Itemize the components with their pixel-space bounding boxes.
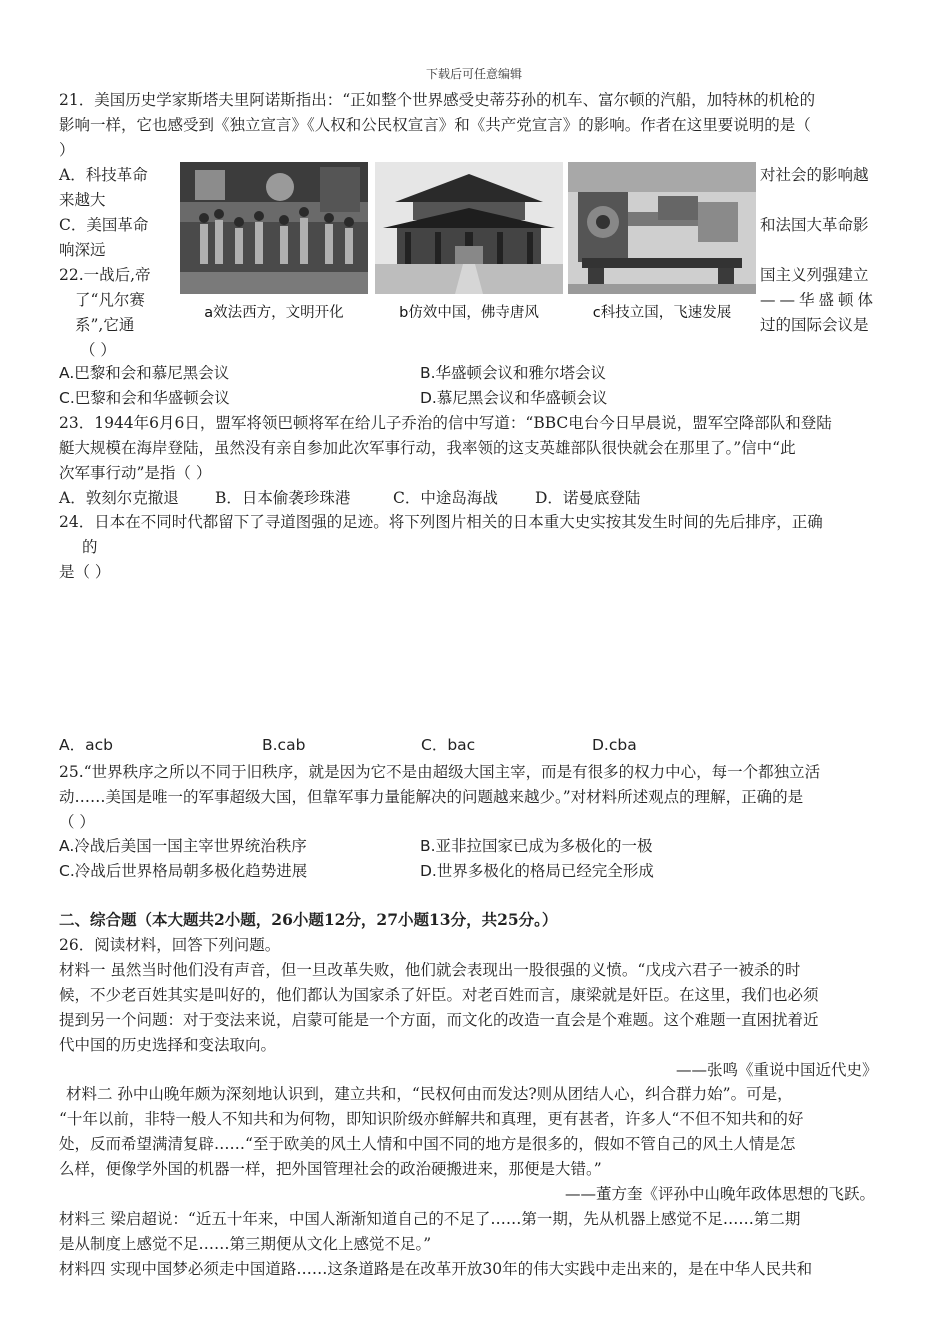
q24-line1: 24．日本在不同时代都留下了寻道图强的足迹。将下列图片相关的日本重大史实按其发生时间的先后排序，正确 — [59, 513, 823, 531]
q22-line2-right: ——华盛顿体 — [760, 291, 878, 309]
q25-option-b: B.亚非拉国家已成为多极化的一极 — [420, 837, 653, 855]
q23-option-a: A．敦刻尔克撤退 — [59, 489, 179, 507]
machine-tool-photo-image — [568, 162, 756, 328]
page-header: 下载后可任意编辑 — [426, 67, 523, 81]
q22-option-b: B.华盛顿会议和雅尔塔会议 — [420, 364, 607, 382]
q25-line3: （ ） — [59, 813, 95, 831]
q23-line1: 23．1944年6月6日，盟军将领巴顿将军在给儿子乔治的信中写道：“BBC电台今日早晨说，盟军空降部队和登陆 — [59, 414, 832, 432]
q26-material1-line4: 代中国的历史选择和变法取向。 — [59, 1036, 277, 1054]
q21-option-c-cont: 响深远 — [59, 241, 106, 259]
q21-option-c: C．美国革命 — [59, 216, 149, 234]
q26-material3-line2: 是从制度上感觉不足……第三期便从文化上感觉不足。” — [59, 1235, 432, 1253]
q26-intro: 26．阅读材料，回答下列问题。 — [59, 936, 281, 954]
q22-line1-left: 22.一战后,帝 — [59, 266, 151, 284]
q26-material2-source: ——董方奎《评孙中山晚年政体思想的飞跃。 — [565, 1185, 876, 1203]
q26-material1-line3: 提到另一个问题：对于变法来说，启蒙可能是一个方面，而文化的改造一直会是个难题。这个难题一直困扰着近 — [59, 1011, 819, 1029]
q24-line3: 是（ ） — [59, 563, 111, 581]
q22-line2-left: 了“凡尔赛 — [75, 291, 145, 309]
q22-line3-right: 过的国际会议是 — [760, 316, 869, 334]
q21-option-c-right: 和法国大革命影 — [760, 216, 869, 234]
q24-option-b: B.cab — [262, 736, 306, 754]
q26-material1-line1: 材料一 虽然当时他们没有声音，但一旦改革失败，他们就会表现出一股很强的义愤。“戊戌六君子一被杀的时 — [59, 961, 801, 979]
q26-material1-source: ——张鸣《重说中国近代史》 — [676, 1061, 878, 1079]
q23-option-b: B．日本偷袭珍珠港 — [215, 489, 351, 507]
q21-option-a-right: 对社会的影响越 — [760, 166, 869, 184]
image-b-caption: b仿效中国，佛寺唐风 — [375, 298, 563, 328]
q26-material2-line2: “十年以前，非特一般人不知共和为何物，即知识阶级亦鲜解共和真理，更有甚者，许多人“不但不知共和的好 — [59, 1110, 804, 1128]
q22-line3-left: 系”,它通 — [75, 316, 135, 334]
q22-line1-right: 国主义列强建立 — [760, 266, 869, 284]
q26-material2-line4: 么样，便像学外国的机器一样，把外国管理社会的政治硬搬进来，那便是大错。” — [59, 1160, 602, 1178]
q26-material4-line1: 材料四 实现中国梦必须走中国道路……这条道路是在改革开放30年的伟大实践中走出来的，是在中华人民共和 — [59, 1260, 813, 1278]
q22-paren: （ ） — [80, 341, 116, 359]
q22-option-d: D.慕尼黑会议和华盛顿会议 — [420, 389, 608, 407]
q21-option-a: A．科技革命 — [59, 166, 148, 184]
q23-option-c: C．中途岛海战 — [393, 489, 498, 507]
q21-line2: 影响一样，它也感受到《独立宣言》《人权和公民权宣言》和《共产党宣言》的影响。作者在这里要说明的是（ — [59, 116, 811, 134]
q25-option-a: A.冷战后美国一国主宰世界统治秩序 — [59, 837, 307, 855]
q24-line2: 的 — [82, 538, 98, 556]
q24-option-d: D.cba — [592, 736, 637, 754]
q25-option-c: C.冷战后世界格局朝多极化趋势进展 — [59, 862, 308, 880]
image-a-caption: a效法西方，文明开化 — [180, 298, 368, 328]
image-c-caption: c科技立国，飞速发展 — [568, 298, 756, 328]
q21-option-a-cont: 来越大 — [59, 191, 106, 209]
q26-material3-line1: 材料三 梁启超说：“近五十年来，中国人渐渐知道自己的不足了……第一期，先从机器上感觉不足……第二期 — [59, 1210, 801, 1228]
meiji-painting-image — [180, 162, 368, 328]
temple-photo-image — [375, 162, 563, 328]
q26-material2-line3: 处，反而希望满清复辟……“至于欧美的风土人情和中国不同的地方是很多的，假如不管自己的风土人情是怎 — [59, 1135, 796, 1153]
q23-option-d: D．诺曼底登陆 — [535, 489, 641, 507]
q23-line2: 艇大规模在海岸登陆，虽然没有亲自参加此次军事行动，我率领的这支英雄部队很快就会在那里了。”信中“此 — [59, 439, 796, 457]
q25-option-d: D.世界多极化的格局已经完全形成 — [420, 862, 654, 880]
q26-material1-line2: 候，不少老百姓其实是叫好的，他们都认为国家杀了奸臣。对老百姓而言，康梁就是奸臣。在这里，我们也必须 — [59, 986, 819, 1004]
q24-option-c: C．bac — [421, 736, 476, 754]
q21-line1: 21．美国历史学家斯塔夫里阿诺斯指出：“正如整个世界感受史蒂芬孙的机车、富尔顿的汽船，加特林的机枪的 — [59, 91, 816, 109]
q22-option-c: C.巴黎和会和华盛顿会议 — [59, 389, 230, 407]
q26-material2-line1: 材料二 孙中山晚年颇为深刻地认识到，建立共和，“民权何由而发达?则从团结人心，纠合群力始”。可是， — [66, 1085, 793, 1103]
section-2-title: 二、综合题（本大题共2小题，26小题12分，27小题13分，共25分。） — [59, 910, 558, 929]
q24-option-a: A．acb — [59, 736, 113, 754]
q25-line1: 25.“世界秩序之所以不同于旧秩序，就是因为它不是由超级大国主宰，而是有很多的权力中心，每一个都独立活 — [59, 763, 821, 781]
q23-line3: 次军事行动”是指（ ） — [59, 464, 212, 482]
q25-line2: 动……美国是唯一的军事超级大国，但靠军事力量能解决的问题越来越少。”对材料所述观点的理解，正确的是 — [59, 788, 804, 806]
q21-line3: ） — [59, 141, 75, 159]
q22-option-a: A.巴黎和会和慕尼黑会议 — [59, 364, 230, 382]
